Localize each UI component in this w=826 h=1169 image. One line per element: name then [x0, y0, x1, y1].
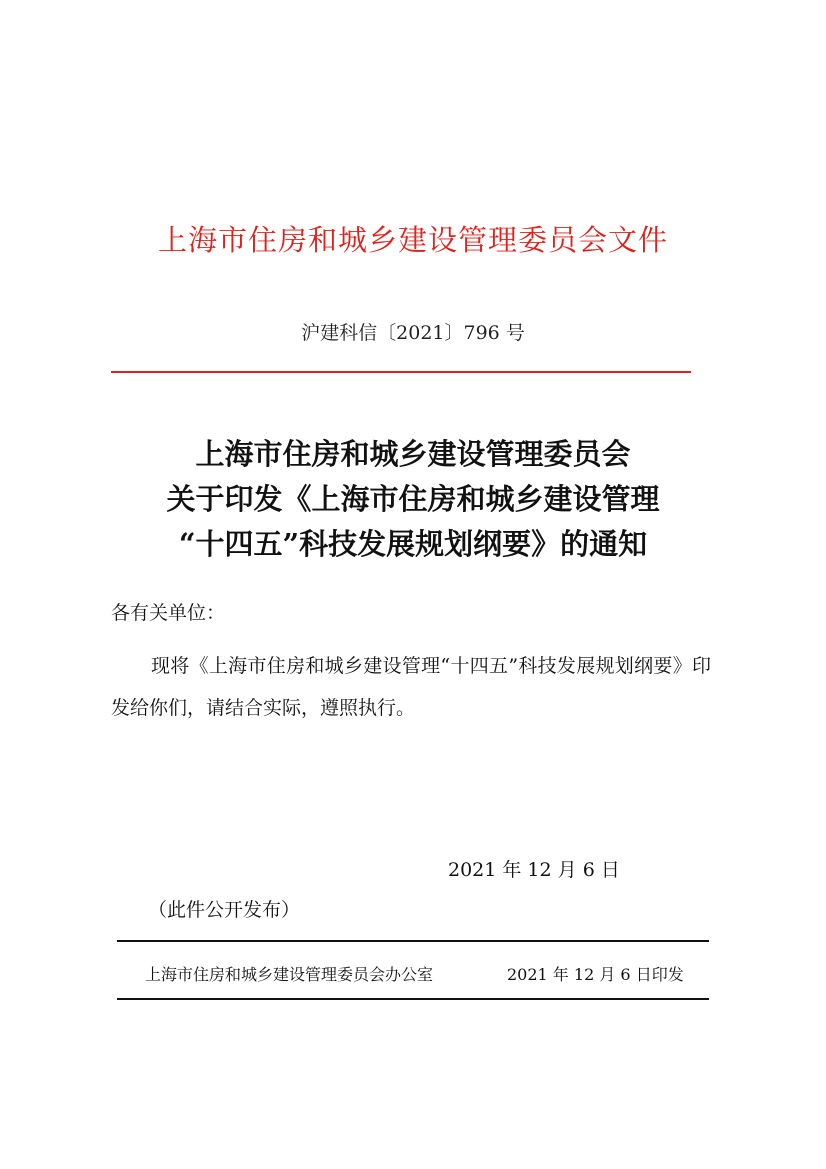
footer-issue-date: 2021 年 12 月 6 日印发	[507, 965, 684, 984]
red-divider	[111, 371, 691, 373]
notice-title-line-2: 关于印发《上海市住房和城乡建设管理	[166, 482, 660, 516]
document-number: 沪建科信〔2021〕796 号	[301, 322, 525, 344]
notice-title-line-1: 上海市住房和城乡建设管理委员会	[195, 437, 631, 471]
footer-top-rule	[117, 940, 709, 942]
notice-title-line-3: “十四五”科技发展规划纲要》的通知	[178, 527, 648, 561]
footer-issuer: 上海市住房和城乡建设管理委员会办公室	[145, 965, 434, 984]
salutation: 各有关单位：	[111, 602, 226, 624]
footer-bottom-rule	[117, 998, 709, 1000]
document-header-title: 上海市住房和城乡建设管理委员会文件	[157, 223, 668, 257]
public-release-note: （此件公开发布）	[148, 899, 301, 921]
signature-date: 2021 年 12 月 6 日	[448, 859, 620, 881]
body-paragraph: 现将《上海市住房和城乡建设管理“十四五”科技发展规划纲要》印发给你们，请结合实际，遵照执行。	[111, 655, 711, 719]
